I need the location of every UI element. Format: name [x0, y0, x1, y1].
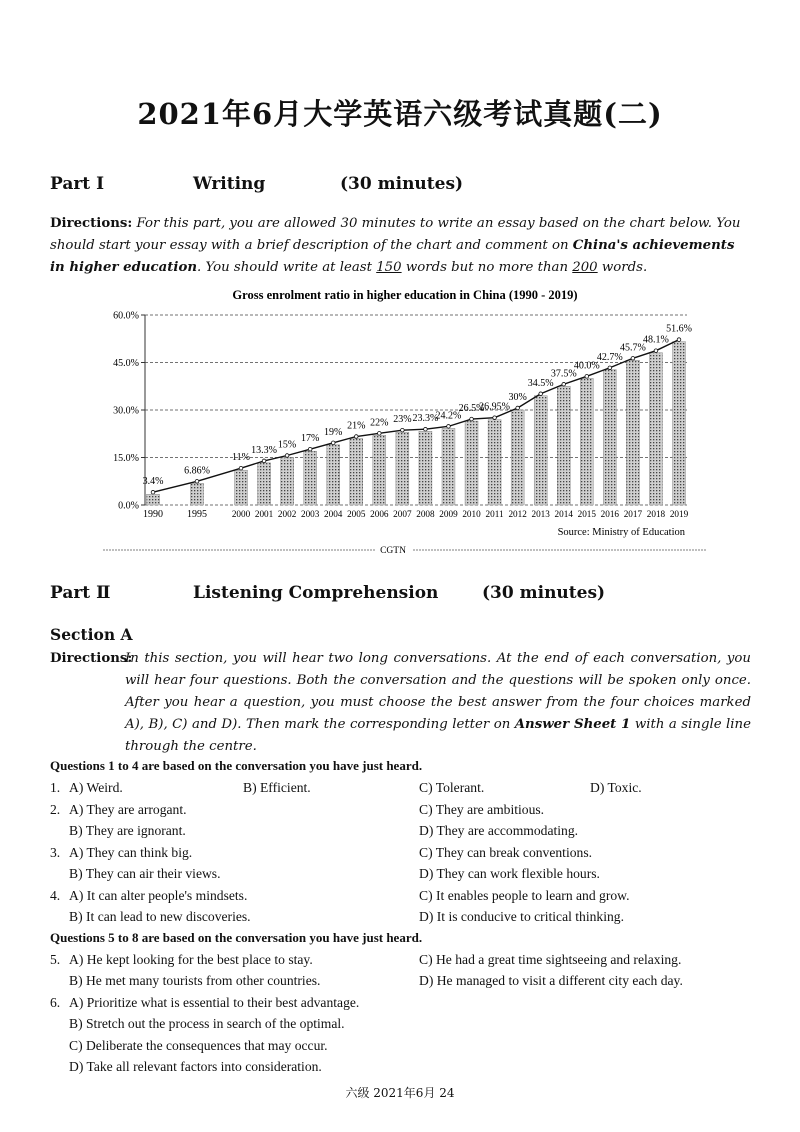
- trend-point: [262, 459, 266, 463]
- x-tick-label: 2005: [347, 509, 366, 519]
- x-tick-label: 2010: [462, 509, 481, 519]
- data-label: 15%: [277, 439, 297, 451]
- trend-point: [470, 417, 474, 421]
- bar: [603, 370, 616, 505]
- option-d[interactable]: D) It is conducive to critical thinking.: [419, 909, 624, 924]
- data-label: 23%: [393, 414, 412, 426]
- max-words: 200: [572, 260, 598, 275]
- x-tick-label: 2015: [577, 509, 596, 519]
- bar: [442, 428, 455, 505]
- question-number: 4.: [50, 888, 61, 903]
- data-label: 34.5%: [527, 377, 554, 389]
- data-label: 45.7%: [619, 342, 646, 354]
- bar: [649, 353, 662, 505]
- x-tick-label: 2017: [623, 509, 643, 519]
- x-tick-label: 1995: [187, 509, 207, 520]
- bar: [419, 431, 432, 505]
- x-tick-label: 1990: [143, 509, 163, 520]
- bar: [673, 342, 686, 505]
- part1-directions: [50, 213, 750, 279]
- bar: [258, 463, 271, 505]
- y-tick-label: 15.0%: [113, 453, 139, 464]
- option-c[interactable]: C) They can break conventions.: [419, 845, 593, 860]
- min-words: 150: [376, 260, 402, 275]
- y-tick-label: 45.0%: [113, 358, 139, 369]
- directions-text-d: words.: [597, 260, 648, 275]
- data-label: 3.4%: [142, 476, 164, 488]
- data-label: 17%: [300, 433, 320, 445]
- trend-point: [401, 428, 405, 432]
- bar: [534, 396, 547, 505]
- x-tick-label: 2014: [554, 509, 573, 519]
- trend-point: [562, 382, 566, 386]
- y-tick-label: 60.0%: [113, 310, 139, 322]
- x-tick-label: 2019: [669, 509, 689, 519]
- page-title: 2021年6月大学英语六级考试真题(二): [137, 97, 663, 131]
- bar: [373, 435, 386, 505]
- question-group-1: Questions 1 to 4 are based on the conversation you have just heard.: [50, 758, 423, 773]
- option-a[interactable]: A) Weird.: [69, 780, 123, 795]
- x-tick-label: 2004: [324, 509, 343, 519]
- data-label: 6.86%: [184, 465, 210, 477]
- bar: [580, 378, 593, 505]
- option-a[interactable]: A) He kept looking for the best place to stay.: [69, 952, 313, 967]
- x-tick-label: 2009: [439, 509, 458, 519]
- data-label: 42.7%: [596, 351, 623, 363]
- chart-credit: CGTN: [380, 546, 406, 555]
- trend-point: [354, 435, 358, 439]
- trend-point: [285, 454, 289, 458]
- trend-point: [677, 338, 681, 342]
- part1-label: Part Ⅰ: [50, 174, 105, 194]
- trend-point: [239, 466, 243, 470]
- bar: [557, 386, 570, 505]
- directions-text: In this section, you will hear two long conversations. At the end of each conversation, you will hear four questions. Both the conversation and the questions will be spoken only once. After you hear a question, you must choose the best answer from the four choices marked A), B), C) and D). Then mark the corresponding letter on: [125, 651, 751, 732]
- data-label: 30%: [508, 392, 527, 403]
- directions-text-c: words but no more than: [401, 260, 573, 275]
- option-c[interactable]: C) They are ambitious.: [419, 802, 545, 817]
- question-number: 3.: [50, 845, 61, 860]
- x-tick-label: 2011: [485, 509, 504, 519]
- option-c[interactable]: C) Deliberate the consequences that may occur.: [69, 1038, 328, 1053]
- question-number: 6.: [50, 995, 61, 1010]
- section-a: Section A: [50, 625, 133, 644]
- x-tick-label: 2008: [416, 509, 435, 519]
- trend-point: [151, 490, 155, 494]
- bar: [235, 470, 248, 505]
- bar: [327, 445, 340, 505]
- bar: [281, 458, 294, 506]
- question-number: 5.: [50, 952, 61, 967]
- bar: [147, 494, 160, 505]
- option-d[interactable]: D) He managed to visit a different city each day.: [419, 973, 683, 988]
- x-tick-label: 2012: [508, 509, 527, 519]
- x-tick-label: 2016: [600, 509, 620, 519]
- x-tick-label: 2013: [531, 509, 550, 519]
- trend-point: [331, 441, 335, 445]
- option-c[interactable]: C) Tolerant.: [419, 780, 485, 795]
- data-label: 23.3%: [412, 413, 439, 425]
- x-tick-label: 2007: [393, 509, 412, 519]
- question-number: 2.: [50, 802, 61, 817]
- x-tick-label: 2003: [300, 509, 320, 519]
- trend-point: [447, 425, 451, 429]
- directions-label: Directions:: [50, 216, 133, 231]
- trend-point: [516, 406, 520, 410]
- bar: [511, 410, 524, 505]
- trend-point: [585, 375, 589, 379]
- trend-point: [539, 392, 543, 396]
- option-a[interactable]: A) They can think big.: [69, 845, 193, 860]
- data-label: 24.2%: [435, 410, 462, 422]
- trend-point: [195, 479, 199, 483]
- data-label: 40.0%: [573, 360, 600, 372]
- data-label: 11%: [232, 452, 250, 464]
- data-label: 26.95%: [479, 401, 511, 413]
- option-b[interactable]: B) Stretch out the process in search of the optimal.: [69, 1016, 345, 1031]
- bar: [396, 432, 409, 505]
- directions-topic: China's achievements in higher education: [50, 238, 735, 275]
- data-label: 19%: [324, 426, 343, 438]
- data-label: 21%: [347, 420, 366, 432]
- part2-directions: [125, 648, 751, 758]
- option-a[interactable]: A) They are arrogant.: [69, 802, 187, 817]
- trend-point: [654, 349, 658, 353]
- enrolment-chart: [95, 283, 715, 555]
- trend-point: [378, 432, 382, 436]
- trend-point: [424, 427, 428, 431]
- option-c[interactable]: C) He had a great time sightseeing and relaxing.: [419, 952, 682, 967]
- data-label: 22%: [370, 417, 389, 429]
- question-number: 1.: [50, 780, 61, 795]
- part2-label: Part Ⅱ: [50, 583, 111, 603]
- chart-source: Source: Ministry of Education: [557, 527, 685, 538]
- y-tick-label: 0.0%: [118, 500, 139, 512]
- part2-time: (30 minutes): [482, 583, 606, 603]
- bar: [304, 451, 317, 505]
- data-label: 37.5%: [550, 368, 577, 380]
- x-tick-label: 2001: [254, 509, 274, 519]
- x-tick-label: 2000: [231, 509, 251, 519]
- x-tick-label: 2018: [646, 509, 666, 519]
- trend-point: [493, 416, 497, 420]
- directions-text-b: . You should write at least: [197, 260, 377, 275]
- option-c[interactable]: C) It enables people to learn and grow.: [419, 888, 630, 903]
- y-tick-label: 30.0%: [113, 405, 139, 417]
- x-tick-label: 2006: [370, 509, 389, 519]
- data-label: 51.6%: [666, 323, 692, 335]
- question-group-2: Questions 5 to 8 are based on the conversation you have just heard.: [50, 930, 423, 945]
- answer-sheet: Answer Sheet 1: [514, 717, 631, 732]
- option-b[interactable]: B) They are ignorant.: [69, 823, 186, 838]
- directions-text: For this part, you are allowed 30 minutes to write an essay based on the chart below. You should start your essay with a brief description of the chart and comment on: [50, 216, 741, 253]
- data-label: 48.1%: [643, 334, 669, 346]
- chart-title: Gross enrolment ratio in higher education in China (1990 - 2019): [232, 288, 578, 302]
- part2-directions-label: Directions:: [50, 651, 133, 666]
- trend-point: [631, 356, 635, 360]
- option-a[interactable]: A) It can alter people's mindsets.: [69, 888, 248, 903]
- option-d[interactable]: D) They are accommodating.: [419, 823, 579, 838]
- option-b[interactable]: B) It can lead to new discoveries.: [69, 909, 251, 924]
- option-a[interactable]: A) Prioritize what is essential to their best advantage.: [69, 995, 360, 1010]
- option-d[interactable]: D) Toxic.: [590, 780, 642, 795]
- option-d[interactable]: D) They can work flexible hours.: [419, 866, 600, 881]
- bar: [626, 360, 639, 505]
- option-b[interactable]: B) Efficient.: [243, 780, 311, 795]
- trend-point: [308, 447, 312, 451]
- bar: [465, 421, 478, 505]
- part2-name: Listening Comprehension: [193, 583, 439, 603]
- x-tick-label: 2002: [277, 509, 297, 519]
- option-b[interactable]: B) He met many tourists from other countries.: [69, 973, 321, 988]
- data-label: 26.5%: [458, 403, 485, 415]
- bar: [191, 483, 204, 505]
- trend-point: [608, 366, 612, 370]
- part1-time: (30 minutes): [340, 174, 464, 194]
- page-footer: 六级 2021年6月 24: [345, 1086, 455, 1100]
- bar: [488, 420, 501, 505]
- option-d[interactable]: D) Take all relevant factors into consideration.: [69, 1059, 322, 1074]
- data-label: 13.3%: [251, 444, 277, 456]
- part1-name: Writing: [193, 174, 266, 194]
- directions-text-b: with a single line through the centre.: [125, 717, 751, 754]
- bar: [350, 439, 363, 506]
- option-b[interactable]: B) They can air their views.: [69, 866, 221, 881]
